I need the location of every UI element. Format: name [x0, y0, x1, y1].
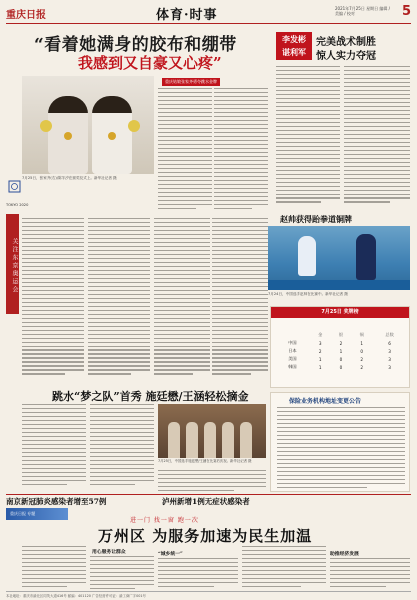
- column-header: 金: [318, 332, 323, 337]
- commentary-name: 李发彬: [282, 34, 306, 44]
- table-cell: 3: [388, 348, 391, 354]
- page-footer: 本社地址：重庆市渝北区同茂大道416号 邮编：401120 广告经营许可证：渝工商广字001号: [6, 591, 411, 598]
- olympic-emblem-icon: [8, 180, 21, 200]
- medal-table-header: [271, 307, 409, 318]
- right-photo-caption: 7月24日，中国选手赵帅在比赛中。新华社记者 摄: [268, 292, 348, 296]
- mat-floor: [268, 280, 410, 290]
- table-cell: 1: [318, 356, 322, 362]
- article-text-block: [330, 558, 410, 590]
- table-cell: 1: [318, 364, 322, 370]
- table-cell: 0: [339, 364, 343, 370]
- article-text-block: [214, 88, 268, 212]
- section-title: 体育·时事: [156, 8, 218, 23]
- table-cell: 1: [339, 348, 343, 354]
- article-text-block: [154, 218, 210, 377]
- table-cell: 中国: [288, 340, 297, 345]
- article-text-block: [158, 470, 266, 494]
- article-text-block: [22, 546, 86, 590]
- olympic-text: TOKYO 2020: [6, 203, 29, 207]
- column-header: 银: [338, 332, 344, 337]
- article-text-block: [242, 546, 326, 590]
- commentary-title-line1: 完美战术制胜: [316, 37, 376, 48]
- table-row: [275, 355, 407, 363]
- article-text-block: [90, 404, 154, 488]
- notice-title: 保险业务机构地址变更公告: [289, 398, 362, 405]
- table-cell: 韩国: [288, 364, 297, 369]
- commentary-names: [276, 32, 312, 60]
- table-cell: 2: [360, 364, 364, 370]
- strip-headline-left: 南京新冠肺炎感染者增至57例: [6, 497, 107, 506]
- table-cell: 1: [360, 340, 364, 346]
- table-cell: 3: [318, 340, 322, 346]
- athlete-figure: [356, 234, 376, 280]
- commentary-box: [276, 32, 412, 62]
- notice-box: [270, 392, 410, 492]
- medal-icon: [64, 132, 72, 140]
- table-row: [275, 363, 407, 371]
- medal-table-grid: [275, 331, 407, 371]
- lead-photo: [22, 76, 154, 174]
- notice-text-block: [277, 407, 405, 491]
- article-text-block: [276, 66, 340, 205]
- masthead: [6, 4, 411, 24]
- bouquet-icon: [128, 120, 140, 132]
- newspaper-logo: 重庆日报: [6, 10, 46, 21]
- lead-headline-line1: “看着她满身的胶布和绷带: [34, 35, 237, 55]
- article-text-block: [22, 404, 86, 488]
- taekwondo-photo: [268, 226, 410, 290]
- commentary-name: 谌利军: [282, 47, 306, 57]
- commentary-title-line2: 惊人实力夺冠: [316, 51, 376, 62]
- bouquet-icon: [40, 120, 52, 132]
- banner-subhead: 用心服务让群众: [92, 549, 126, 555]
- table-cell: 2: [318, 348, 322, 354]
- table-header-row: [275, 331, 407, 339]
- article-text-block: [88, 218, 150, 377]
- column-header: [275, 331, 310, 339]
- table-cell: 0: [339, 356, 343, 362]
- strip-headline-right: 泸州新增1例无症状感染者: [162, 497, 250, 506]
- article-text-block: [212, 218, 268, 377]
- article-text-block: [22, 218, 84, 377]
- table-cell: 美国: [288, 356, 297, 361]
- column-header: 总数: [385, 332, 394, 337]
- medal-table: [270, 306, 410, 388]
- table-cell: 3: [388, 364, 391, 370]
- story2-caption: 7月25日，中国选手施廷懋/王涵在比赛后庆祝。新华社记者 摄: [158, 459, 252, 463]
- lead-headline-line2: 我感到又自豪又心疼”: [78, 54, 222, 72]
- table-cell: 0: [360, 348, 364, 354]
- athlete-figure: [298, 236, 316, 276]
- lead-photo-caption: 7月25日，张家齐(右)/陈芋汐在颁奖仪式上。新华社记者 摄: [22, 176, 117, 180]
- lead-subhead: 重庆姑娘张家齐勇夺跳水金牌: [162, 78, 220, 86]
- table-row: [275, 347, 407, 355]
- table-cell: 2: [360, 356, 364, 362]
- news-strip: [6, 494, 411, 506]
- article-text-block: [158, 558, 238, 590]
- page-number: 5: [401, 4, 411, 19]
- diving-team-photo: [158, 404, 266, 458]
- banner-subhead: 助推经济发展: [330, 551, 359, 557]
- table-row: [275, 339, 407, 347]
- section-ribbon: 关注东京奥运会: [6, 214, 19, 314]
- medal-icon: [108, 132, 116, 140]
- feature-ribbon: 重庆日报 专题: [6, 508, 68, 520]
- banner-subhead: “城乡统一”: [158, 551, 183, 557]
- column-header: 铜: [359, 332, 364, 337]
- medal-table-title: 奖牌榜: [343, 309, 359, 315]
- story2-headline: 跳水“梦之队”首秀 施廷懋/王涵轻松摘金: [52, 390, 249, 403]
- banner-title: 万州区 为服务加速为民生加温: [98, 527, 313, 545]
- table-cell: 6: [388, 340, 391, 346]
- table-cell: 日本: [288, 348, 297, 353]
- right-story-headline: 赵帅获得跆拳道铜牌: [280, 214, 352, 224]
- medal-table-date: 7月25日: [321, 309, 342, 315]
- article-text-block: [158, 88, 212, 212]
- olympic-logo: [8, 180, 21, 202]
- issue-meta: 2021年7月25日 星期日 编辑 / 美编 / 校对: [335, 6, 390, 16]
- table-cell: 2: [339, 340, 343, 346]
- article-text-block: [344, 66, 410, 205]
- table-cell: 3: [388, 356, 391, 362]
- article-text-block: [90, 556, 154, 592]
- banner-slogan: 进一门 找一窗 跑一次: [130, 517, 199, 524]
